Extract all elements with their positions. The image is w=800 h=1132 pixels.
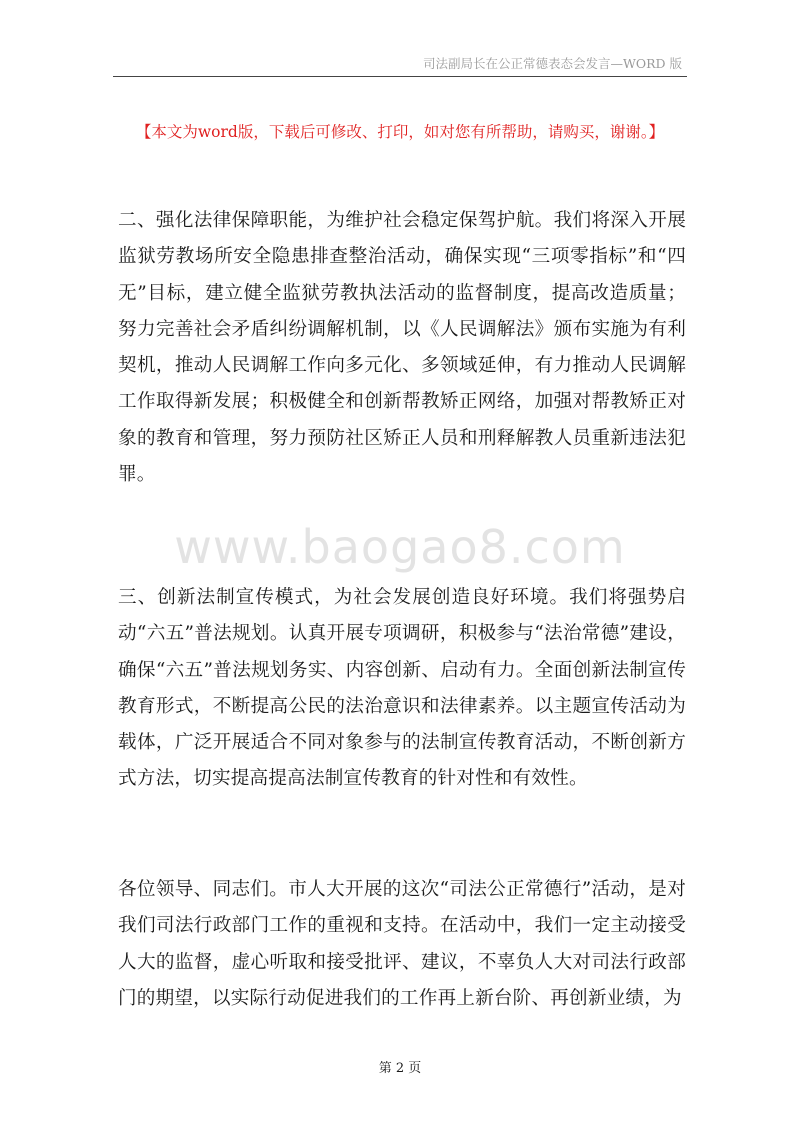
header-divider (113, 76, 687, 77)
paragraph-legal-publicity: 三、创新法制宣传模式，为社会发展创造良好环境。我们将强势启动“六五”普法规划。认真开展专项调研，积极参与“法治常德”建设，确保“六五”普法规划务实、内容创新、启动有力。全面创新法制宣传教育形式，不断提高公民的法治意识和法律素养。以主题宣传活动为载体，广泛开展适合不同对象参与的法制宣传教育活动，不断创新方式方法，切实提高提高法制宣传教育的针对性和有效性。 (118, 587, 686, 790)
download-notice: 【本文为word版，下载后可修改、打印，如对您有所帮助，请购买，谢谢。】 (135, 123, 665, 141)
watermark-text: www.baogao8.com (174, 520, 626, 574)
paragraph-legal-safeguards: 二、强化法律保障职能，为维护社会稳定保驾护航。我们将深入开展监狱劳教场所安全隐患排查整治活动，确保实现“三项零指标”和“四无”目标，建立健全监狱劳教执法活动的监督制度，提高改造质量；努力完善社会矛盾纠纷调解机制，以《人民调解法》颁布实施为有利契机，推动人民调解工作向多元化、多领域延伸，有力推动人民调解工作取得新发展；积极健全和创新帮教矫正网络，加强对帮教矫正对象的教育和管理，努力预防社区矫正人员和刑释解教人员重新违法犯罪。 (118, 210, 686, 486)
paragraph-closing-remarks: 各位领导、同志们。市人大开展的这次“司法公正常德行”活动，是对我们司法行政部门工作的重视和支持。在活动中，我们一定主动接受人大的监督，虚心听取和接受批评、建议，不辜负人大对司法行政部门的期望，以实际行动促进我们的工作再上新台阶、再创新业绩，为 (118, 879, 686, 1009)
page-number: 第 2 页 (378, 1061, 422, 1076)
running-header-title: 司法副局长在公正常德表态会发言—WORD 版 (422, 56, 682, 71)
